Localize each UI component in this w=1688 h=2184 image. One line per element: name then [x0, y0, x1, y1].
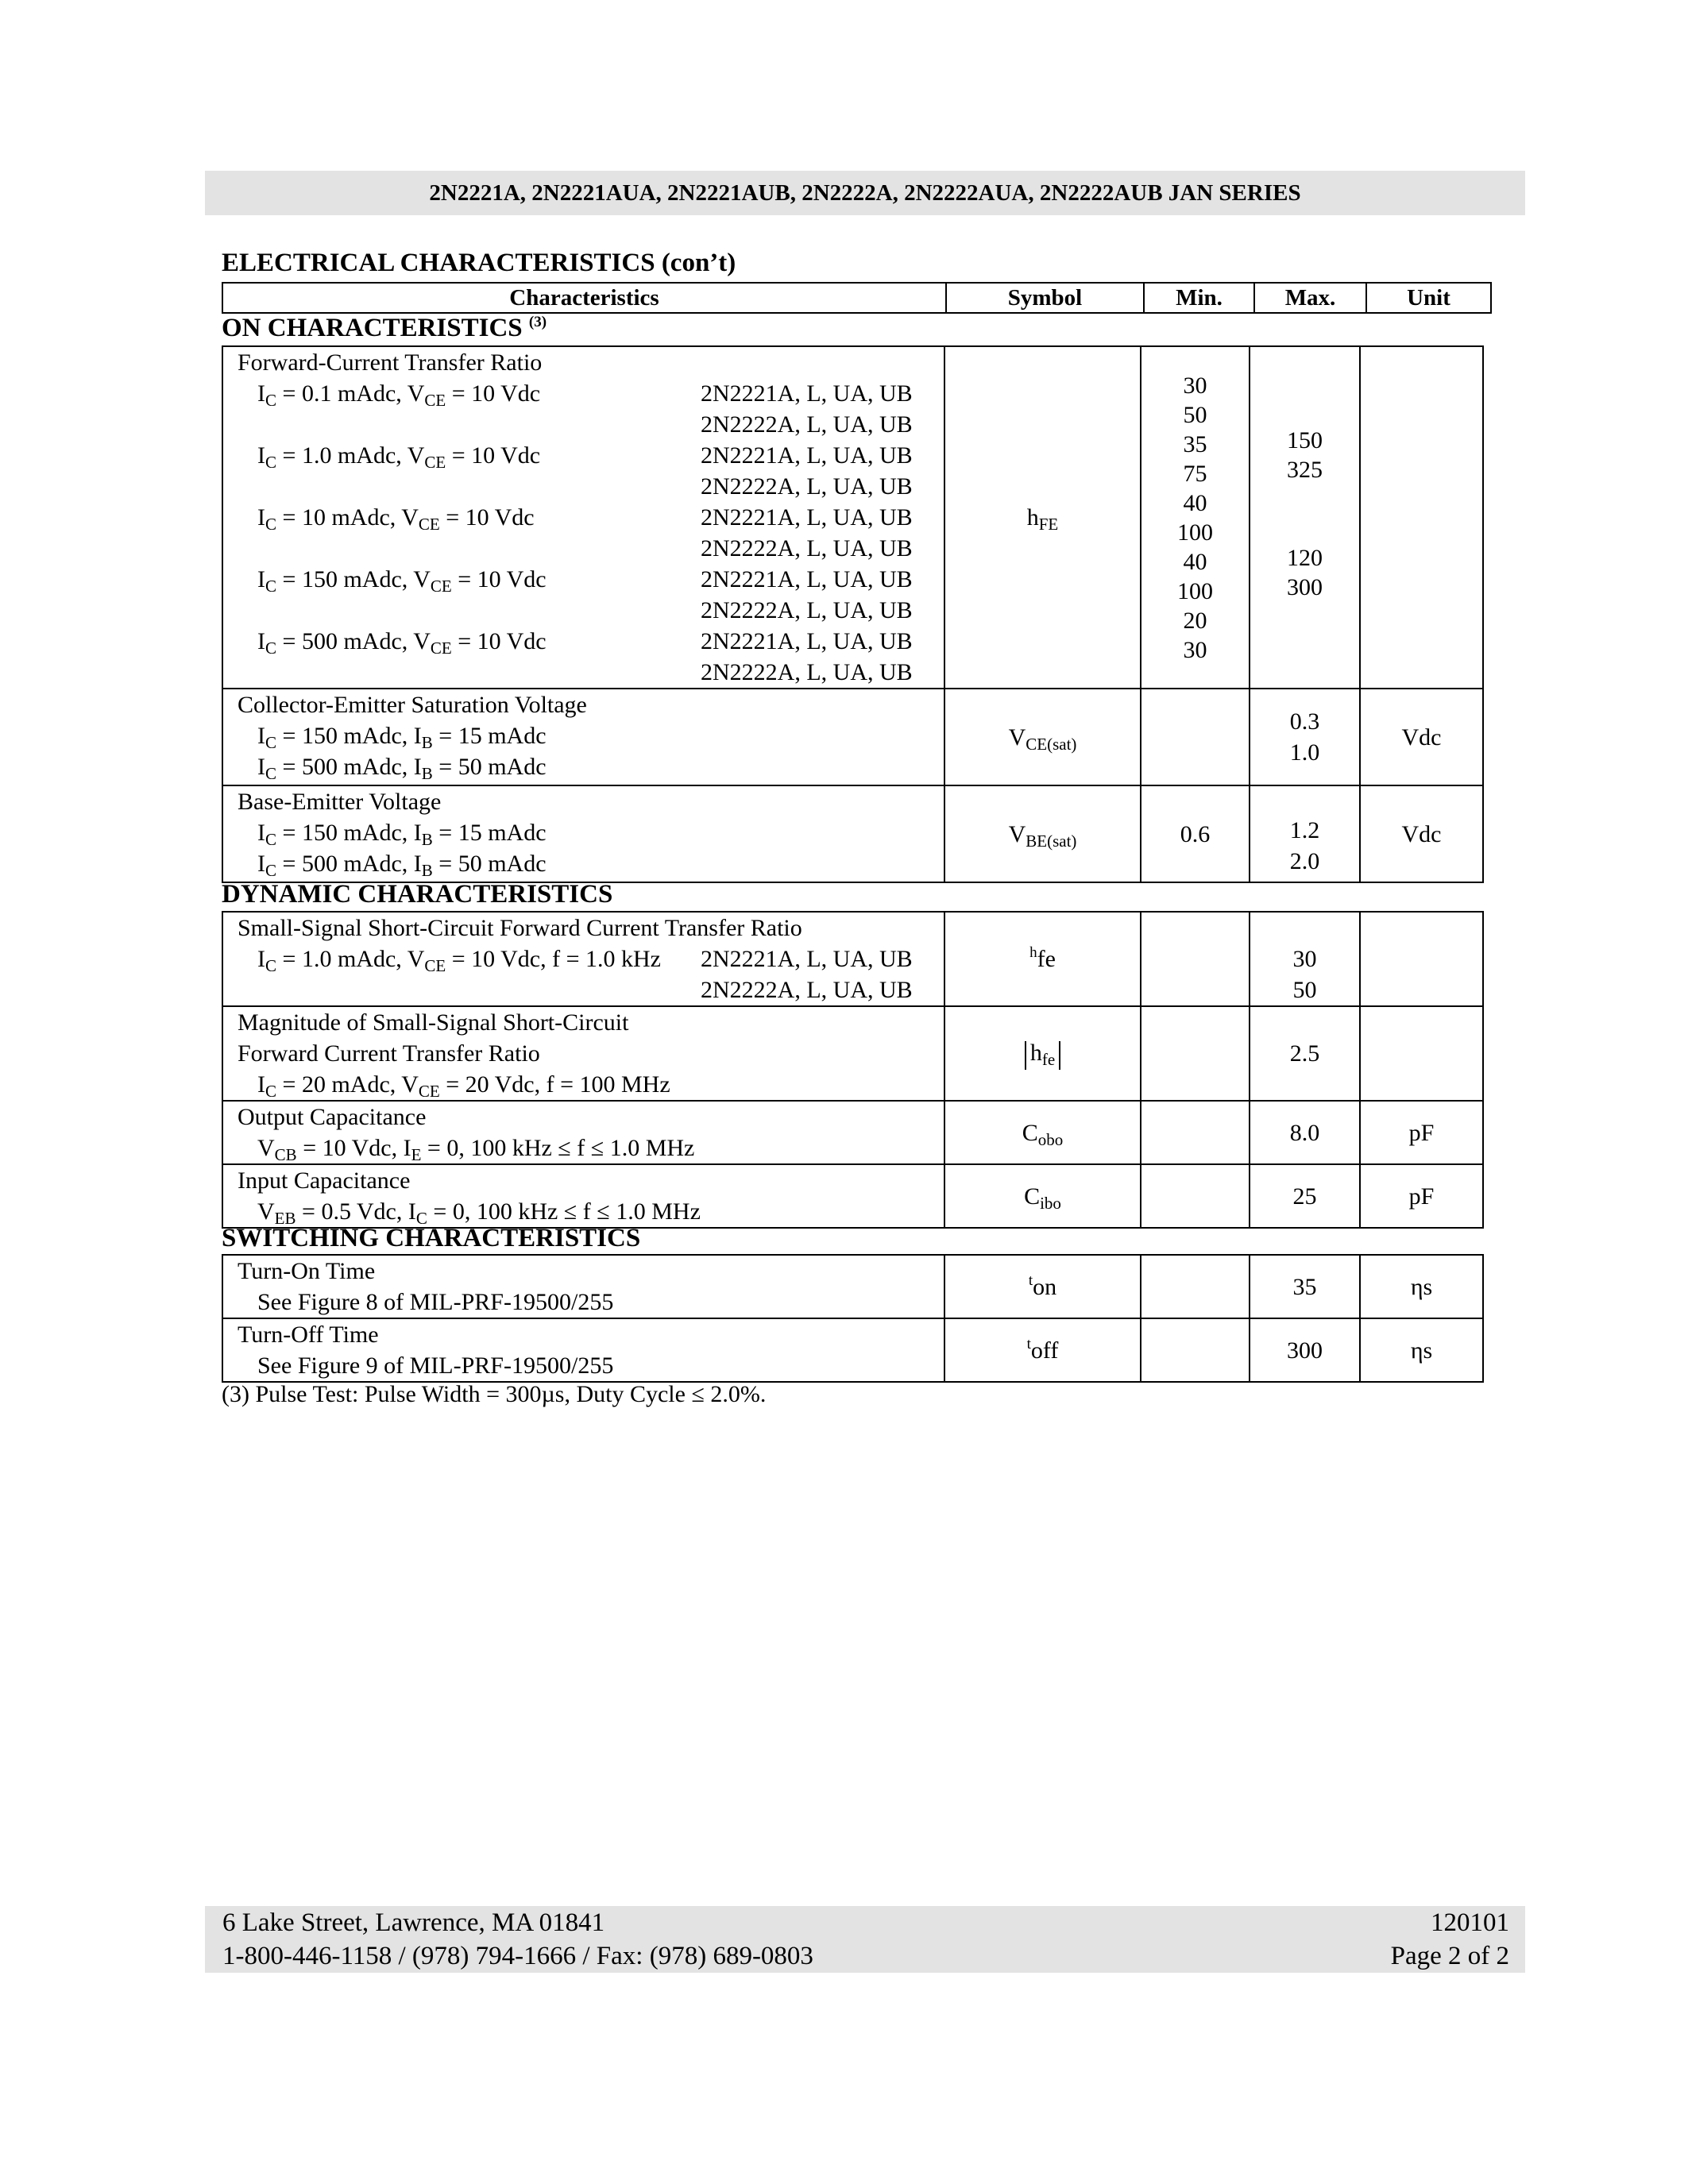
footer-doc-number: 120101 — [1431, 1908, 1509, 1937]
dynamic-characteristics-table — [222, 911, 1484, 1229]
footer-address: 6 Lake Street, Lawrence, MA 01841 — [222, 1908, 605, 1937]
small-signal-max: 30 50 — [1250, 912, 1360, 1006]
cobo-unit: pF — [1360, 1101, 1483, 1164]
footnote-ref: (3) — [528, 314, 547, 330]
column-header-table — [222, 282, 1492, 314]
vcesat-max: 0.3 1.0 — [1250, 689, 1360, 785]
hfe-unit — [1360, 346, 1483, 689]
cibo-unit: pF — [1360, 1164, 1483, 1228]
hfe-description: Forward-Current Transfer Ratio $I_C = 0.1$ mAdc, $V_{CE} = 10$ Vdc 2N2221A, L, UA, UB 2N2222A, L, UA, UB $I_C = 1.0$ mAdc, $V_{CE} = 10$ Vdc 2N2221A, L, UA, UB 2N2222A, L, UA, UB $I_C = 10$ mAdc, $V_{CE} = 10$ Vdc 2N2221A, L, UA, UB 2N2222A, L, UA, UB $I_C = 150$ mAdc, $V_{CE} = 10$ Vdc 2N2221A, L, UA, UB 2N2222A, L, UA, UB $I_C = 500$ mAdc, $V_{CE} = 10$ Vdc 2N2221A, L, UA, UB 2N2222A, L, UA, UB — [222, 346, 944, 689]
switching-characteristics-table — [222, 1254, 1484, 1383]
col-characteristics: Characteristics — [222, 283, 946, 313]
small-signal-unit — [1360, 912, 1483, 1006]
hfe-symbol: $h_{FE}$ — [944, 346, 1141, 689]
cibo-description: Input Capacitance $V_{EB} = 0.5$ Vdc, $I_C = 0$, 100 kHz ≤ f ≤ 1.0 MHz — [222, 1164, 944, 1228]
hfe-max: 150 325 120 300 — [1250, 346, 1360, 689]
table-row — [222, 689, 1483, 785]
vbesat-unit: Vdc — [1360, 785, 1483, 882]
table-row — [222, 346, 1483, 689]
ton-max: 35 — [1250, 1255, 1360, 1318]
table-row — [222, 1101, 1483, 1164]
page-footer — [205, 1906, 1525, 1973]
magnitude-symbol: $h_{fe}$ — [944, 1006, 1141, 1101]
vcesat-unit: Vdc — [1360, 689, 1483, 785]
table-row — [222, 1255, 1483, 1318]
page-header — [205, 171, 1525, 215]
footer-contact — [222, 1906, 813, 1973]
toff-max: 300 — [1250, 1318, 1360, 1382]
ton-min — [1141, 1255, 1250, 1318]
table-row — [222, 912, 1483, 1006]
vbesat-max: 1.2 2.0 — [1250, 785, 1360, 882]
vcesat-min — [1141, 689, 1250, 785]
small-signal-description: Small-Signal Short-Circuit Forward Current Transfer Ratio $I_C = 1.0$ mAdc, $V_{CE} = 10$ Vdc, f = 1.0 kHz 2N2221A, L, UA, UB 2N2222A, L, UA, UB — [222, 912, 944, 1006]
small-signal-min — [1141, 912, 1250, 1006]
table-row — [222, 1006, 1483, 1101]
footer-doc-info — [1391, 1906, 1509, 1973]
table-row — [222, 1318, 1483, 1382]
on-characteristics-table — [222, 345, 1484, 883]
col-symbol: Symbol — [946, 283, 1144, 313]
toff-unit: ηs — [1360, 1318, 1483, 1382]
magnitude-max: 2.5 — [1250, 1006, 1360, 1101]
vbesat-description: Base-Emitter Voltage $I_C = 150$ mAdc, $I_B = 15$ mAdc $I_C = 500$ mAdc, $I_B = 50$ mAdc — [222, 785, 944, 882]
section-title: ELECTRICAL CHARACTERISTICS (con’t) — [222, 249, 736, 277]
hfe-title: Forward-Current Transfer Ratio — [238, 349, 543, 376]
dynamic-characteristics-heading: DYNAMIC CHARACTERISTICS — [222, 880, 613, 909]
cobo-max: 8.0 — [1250, 1101, 1360, 1164]
small-signal-symbol: $^h$fe — [944, 912, 1141, 1006]
toff-description: Turn-Off Time See Figure 9 of MIL-PRF-19500/255 — [222, 1318, 944, 1382]
cibo-max: 25 — [1250, 1164, 1360, 1228]
ton-unit: ηs — [1360, 1255, 1483, 1318]
magnitude-description: Magnitude of Small-Signal Short-Circuit Forward Current Transfer Ratio $I_C = 20$ mAdc, $V_{CE} = 20$ Vdc, f = 100 MHz — [222, 1006, 944, 1101]
table-row — [222, 1164, 1483, 1228]
footer-phone: 1-800-446-1158 / (978) 794-1666 / Fax: (978) 689-0803 — [222, 1942, 813, 1970]
ton-symbol: $^t$on — [944, 1255, 1141, 1318]
cobo-min — [1141, 1101, 1250, 1164]
vcesat-symbol: $V_{CE(sat)}$ — [944, 689, 1141, 785]
table-row — [222, 785, 1483, 882]
col-unit: Unit — [1366, 283, 1491, 313]
magnitude-min — [1141, 1006, 1250, 1101]
toff-symbol: $^t$off — [944, 1318, 1141, 1382]
switching-characteristics-heading: SWITCHING CHARACTERISTICS — [222, 1224, 641, 1252]
hfe-min: 30 50 35 75 40 100 40 100 20 30 — [1141, 346, 1250, 689]
toff-min — [1141, 1318, 1250, 1382]
vbesat-min: 0.6 — [1141, 785, 1250, 882]
col-min: Min. — [1144, 283, 1254, 313]
footnote: (3) Pulse Test: Pulse Width = 300µs, Duty Cycle ≤ 2.0%. — [222, 1381, 767, 1407]
on-characteristics-heading: ON CHARACTERISTICS $^{(3)}$ — [222, 314, 547, 342]
magnitude-unit — [1360, 1006, 1483, 1101]
ton-description: Turn-On Time See Figure 8 of MIL-PRF-19500/255 — [222, 1255, 944, 1318]
col-max: Max. — [1254, 283, 1366, 313]
cobo-symbol: $C_{obo}$ — [944, 1101, 1141, 1164]
cibo-symbol: $C_{ibo}$ — [944, 1164, 1141, 1228]
cibo-min — [1141, 1164, 1250, 1228]
footer-page-number: Page 2 of 2 — [1390, 1942, 1509, 1970]
vcesat-description: Collector-Emitter Saturation Voltage $I_C = 150$ mAdc, $I_B = 15$ mAdc $I_C = 500$ mAdc, $I_B = 50$ mAdc — [222, 689, 944, 785]
header-title: 2N2221A, 2N2221AUA, 2N2221AUB, 2N2222A, 2N2222AUA, 2N2222AUB JAN SERIES — [429, 179, 1301, 206]
vbesat-symbol: $V_{BE(sat)}$ — [944, 785, 1141, 882]
cobo-description: Output Capacitance $V_{CB} = 10$ Vdc, $I_E = 0$, 100 kHz ≤ f ≤ 1.0 MHz — [222, 1101, 944, 1164]
